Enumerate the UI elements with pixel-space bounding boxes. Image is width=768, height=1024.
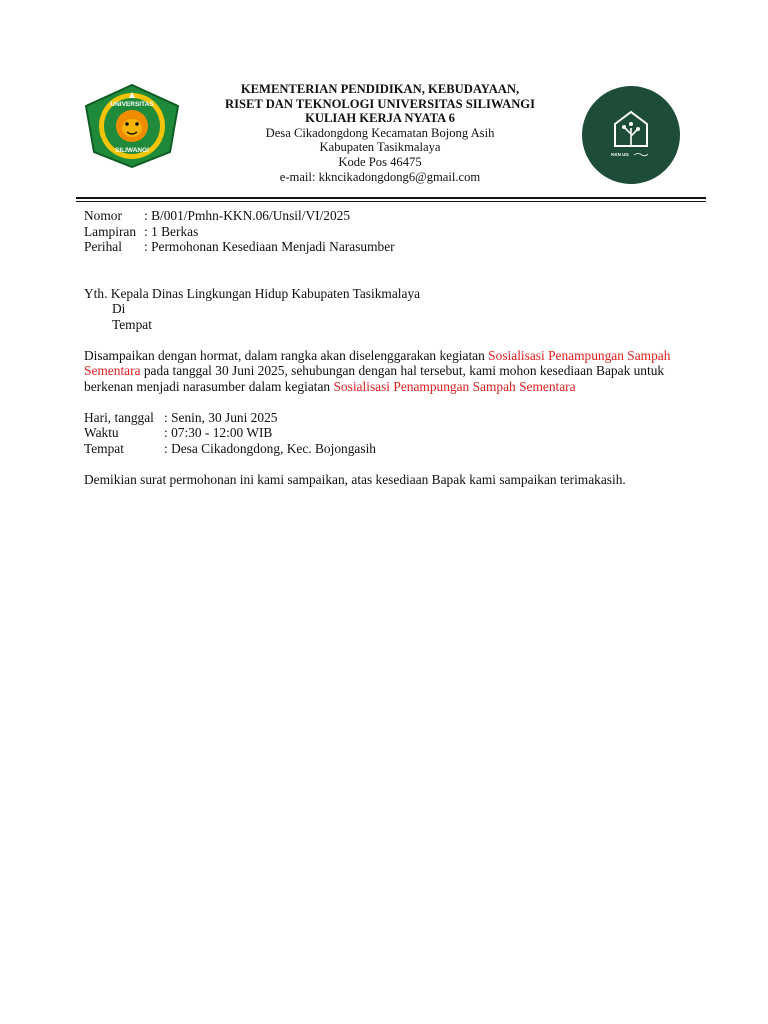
- postal-code: Kode Pos 46475: [338, 154, 422, 169]
- recipient-place: Tempat: [112, 316, 152, 332]
- lampiran-label: Lampiran: [84, 223, 137, 239]
- body-paragraph: [84, 348, 684, 395]
- event-name-2: Sosialisasi Penampungan Sampah Sementara: [333, 378, 576, 394]
- org-line-3: KULIAH KERJA NYATA 6: [305, 111, 455, 126]
- hari-value: : Senin, 30 Juni 2025: [164, 409, 278, 425]
- header-divider-thin: [76, 201, 706, 202]
- address-line-1: Desa Cikadongdong Kecamatan Bojong Asih: [265, 125, 495, 140]
- email: e-mail: kkncikadongdong6@gmail.com: [279, 169, 481, 184]
- closing-paragraph: Demikian surat permohonan ini kami sampaikan, atas kesediaan Bapak kami sampaikan terimakasih.: [84, 471, 626, 487]
- kkn-logo-caption: KKN UG: [611, 152, 629, 157]
- perihal-row: [84, 239, 684, 255]
- event-name-1: Sosialisasi Penampungan Sampah Sementara: [84, 347, 671, 378]
- logo-text-top: UNIVERSITAS: [110, 101, 154, 108]
- letterhead: [0, 76, 768, 196]
- para-part-2: pada tanggal 30 Juni 2025, sehubungan dengan hal tersebut, kami mohon kesediaan Bapak untuk berkenan menjadi narasumber dalam kegiatan: [84, 363, 665, 394]
- lampiran-value: : 1 Berkas: [144, 223, 199, 239]
- university-logo: [84, 84, 180, 168]
- kkn-logo: [582, 86, 680, 184]
- tempat-row: [84, 441, 684, 457]
- waktu-value: : 07:30 - 12:00 WIB: [164, 425, 273, 440]
- nomor-value: : B/001/Pmhn-KKN.06/Unsil/VI/2025: [144, 208, 351, 223]
- perihal-value: : Permohonan Kesediaan Menjadi Narasumber: [144, 239, 395, 254]
- nomor-label: Nomor: [84, 208, 122, 223]
- waktu-label: Waktu: [84, 425, 119, 440]
- letterhead-text: [180, 82, 580, 184]
- waktu-row: [84, 425, 684, 441]
- nomor-row: [84, 208, 684, 224]
- org-line-1: KEMENTERIAN PENDIDIKAN, KEBUDAYAAN,: [240, 82, 520, 96]
- perihal-label: Perihal: [84, 239, 122, 254]
- para-part-1: Disampaikan dengan hormat, dalam rangka akan diselenggarakan kegiatan: [84, 347, 489, 363]
- recipient: Yth. Kepala Dinas Lingkungan Hidup Kabupaten Tasikmalaya: [84, 285, 421, 301]
- lampiran-row: [84, 224, 684, 240]
- recipient-di: Di: [112, 301, 126, 316]
- logo-text-bottom: SILIWANGI: [115, 147, 149, 154]
- letter-body: [84, 208, 684, 487]
- hari-row: [84, 410, 684, 426]
- hari-label: Hari, tanggal: [84, 409, 154, 425]
- address-line-2: Kabupaten Tasikmalaya: [319, 140, 441, 155]
- tempat-label: Tempat: [84, 440, 124, 456]
- header-divider-thick: [76, 197, 706, 199]
- org-line-2: RISET DAN TEKNOLOGI UNIVERSITAS SILIWANGI: [224, 96, 536, 111]
- tempat-value: : Desa Cikadongdong, Kec. Bojongasih: [164, 440, 376, 456]
